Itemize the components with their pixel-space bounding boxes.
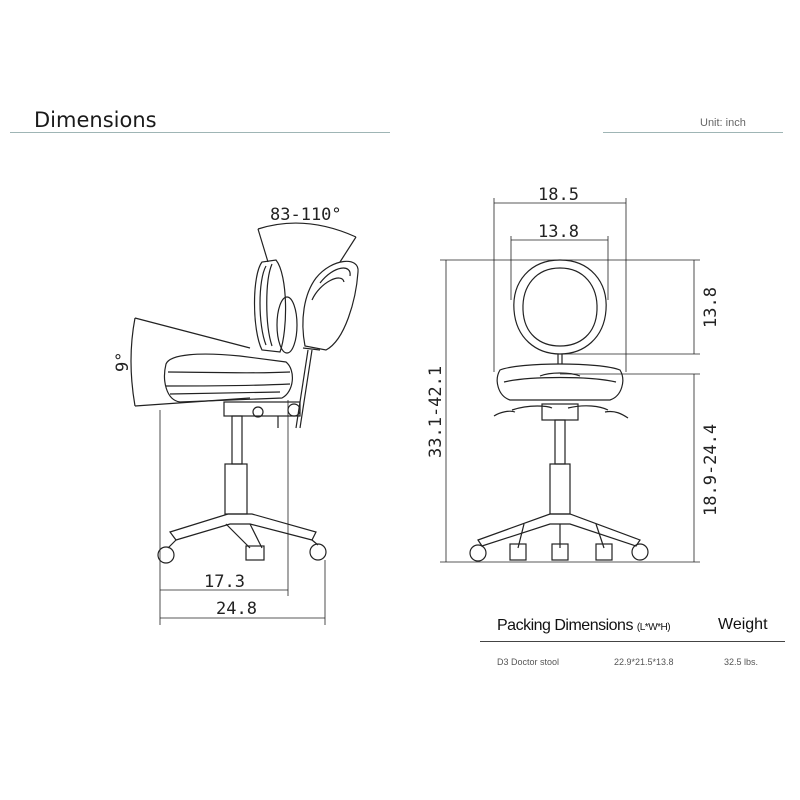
front-gas-lift-upper [555,420,565,464]
weight-header: Weight [718,616,768,633]
packing-header-suffix: (L*W*H) [636,622,671,633]
seat-cushion [165,354,293,402]
seat-tilt-label: 9° [113,351,133,372]
front-caster-1 [470,545,486,561]
product-name: D3 Doctor stool [497,657,560,667]
lever-left [512,406,552,410]
backrest-angle-line-right [340,237,356,262]
packing-header [497,617,670,635]
depth-inner-label: 17.3 [204,572,245,592]
product-weight: 32.5 lbs. [724,657,759,667]
front-seat [497,364,623,400]
front-view [440,198,700,562]
lever-right [568,406,608,410]
side-view [131,223,358,625]
front-gas-lift-lower [550,464,570,514]
backrest-angle-line-left [258,229,268,262]
product-packing-dims: 22.9*21.5*13.8 [614,657,674,667]
width-outer-label: 18.5 [538,185,579,205]
caster-center [246,546,264,560]
star-base [170,514,316,540]
depth-outer-label: 24.8 [216,599,257,619]
seat-height-label: 18.9-24.4 [701,423,721,516]
front-backrest-inner [523,268,597,346]
width-back-label: 13.8 [538,222,579,242]
packing-rule [480,641,785,642]
tilt-line-top [135,318,250,348]
front-caster-5 [632,544,648,560]
packing-header-text: Packing Dimensions [497,617,633,634]
caster-right [310,544,326,560]
total-height-label: 33.1-42.1 [426,365,446,458]
backrest-angle-label: 83-110° [270,205,342,225]
unit-label: Unit: inch [700,117,746,129]
back-height-label: 13.8 [701,287,721,328]
page-title: Dimensions [34,108,157,132]
gas-lift-lower [225,464,247,514]
front-star-base [478,514,640,546]
front-backrest-outer [514,260,606,354]
backrest-angle-arc [258,223,356,237]
gas-lift-upper [232,416,242,464]
back-support [277,297,297,353]
